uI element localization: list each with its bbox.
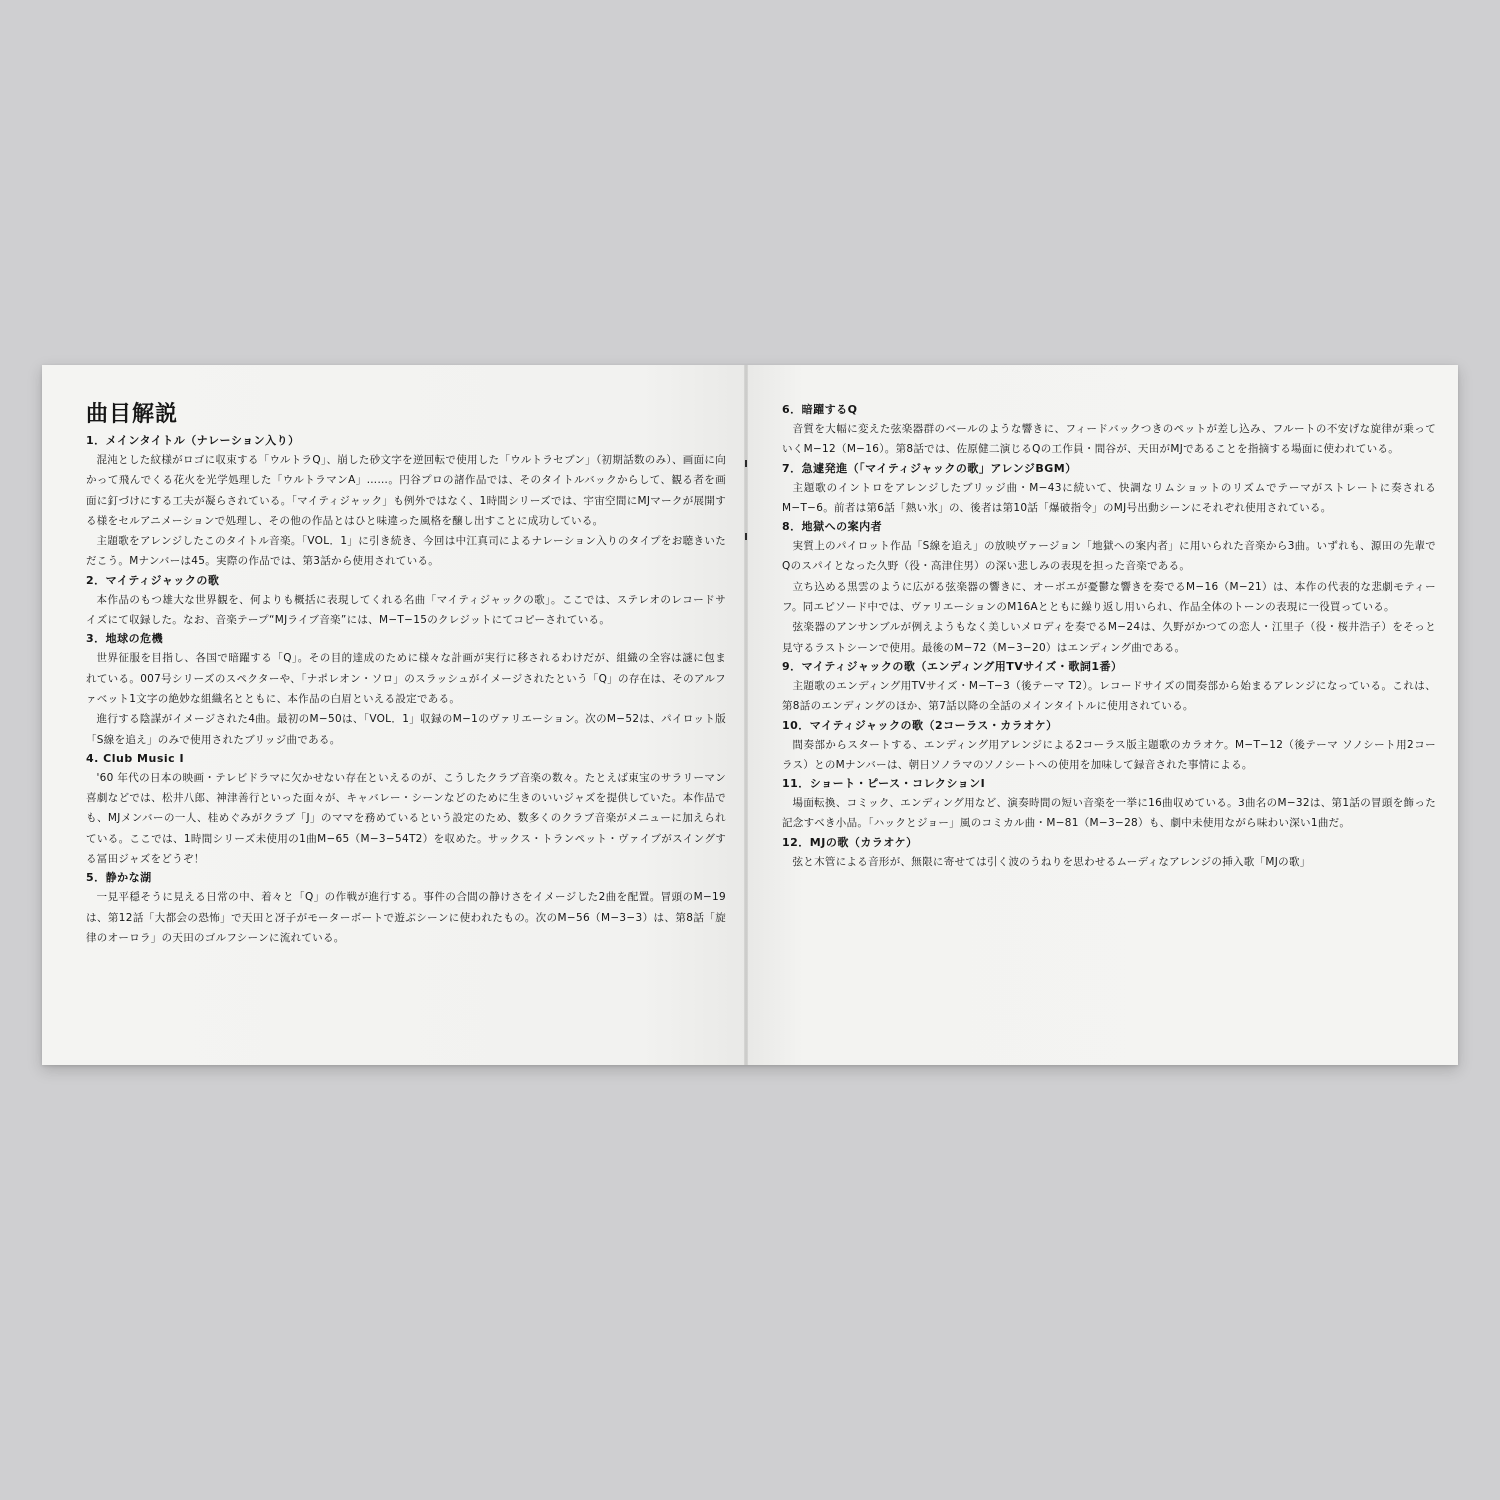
track-description-3a: 世界征服を目指し、各国で暗躍する「Q」。その目的達成のために様々な計画が実行に移されるわけだが、組織の全容は謎に包まれている。007号シリーズのスペクターや、「ナポレオン・ソロ」のスラッシュがイメージされたという「Q」の存在は、そのアルファベット1文字の絶妙な組織名とともに、本作品の白眉といえる設定である。 (86, 652, 726, 705)
track-description-8c: 弦楽器のアンサンブルが例えようもなく美しいメロディを奏でるM−24は、久野がかつての恋人・江里子（役・桜井浩子）をそっと見守るラストシーンで使用。最後のM−72（M−3−20）はエンディング曲である。 (782, 621, 1436, 654)
page-title: 曲目解説 (86, 402, 179, 427)
left-page (42, 365, 746, 1065)
track-description-7a: 主題歌のイントロをアレンジしたブリッジ曲・M−43に続いて、快調なリムショットのリズムでテーマがストレートに奏されるM−T−6。前者は第6話「熱い氷」の、後者は第10話「爆破指令」のMJ号出動シーンにそれぞれ使用されている。 (782, 481, 1436, 514)
track-description-1a: 混沌とした紋様がロゴに収束する「ウルトラQ」、崩した砂文字を逆回転で使用した「ウルトラセブン」（初期話数のみ）、画面に向かって飛んでくる花火を光学処理した「ウルトラマンA」……。円谷プロの諸作品では、そのタイトルバックからして、観る者を画面に釘づけにする工夫が凝らされている。「マイティジャック」も例外ではなく、1時間シリーズでは、宇宙空間にMJマークが展開する様をセルアニメーションで処理し、その他の作品とはひと味違った風格を醸し出すことに成功している。 (86, 454, 726, 527)
right-page (746, 365, 1458, 1065)
track-description-6a: 音質を大幅に変えた弦楽器群のベールのような響きに、フィードバックつきのペットが差し込み、フルートの不安げな旋律が乗っていくM−12（M−16）。第8話では、佐原健二演じるQの工作員・間谷が、天田がMJであることを指摘する場面に使われている。 (782, 423, 1436, 456)
booklet-spine (744, 365, 748, 1065)
track-heading-4: 4. Club Music I (86, 751, 185, 765)
track-description-8a: 実質上のパイロット作品「S線を追え」の放映ヴァージョン「地獄への案内者」に用いられた音楽から3曲。いずれも、源田の先輩でQのスパイとなった久野（役・高津住男）の深い悲しみの表現を担った音楽である。 (782, 540, 1436, 573)
staple-top (745, 460, 747, 467)
track-heading-2: 2．マイティジャックの歌 (86, 573, 220, 587)
track-heading-9: 9．マイティジャックの歌（エンディング用TVサイズ・歌詞1番） (782, 659, 1123, 673)
track-description-3b: 進行する陰謀がイメージされた4曲。最初のM−50は、「VOL．1」収録のM−1のヴァリエーション。次のM−52は、パイロット版「S線を追え」のみで使用されたブリッジ曲である。 (86, 713, 726, 746)
track-heading-10: 10．マイティジャックの歌（2コーラス・カラオケ） (782, 718, 1058, 732)
track-heading-11: 11．ショート・ピース・コレクションⅠ (782, 777, 986, 791)
track-heading-12: 12．MJの歌（カラオケ） (782, 835, 918, 849)
cd-booklet (42, 365, 1458, 1065)
track-description-5a: 一見平穏そうに見える日常の中、着々と「Q」の作戦が進行する。事件の合間の静けさをイメージした2曲を配置。冒頭のM−19は、第12話「大都会の恐怖」で天田と冴子がモーターボートで遊ぶシーンに使われたもの。次のM−56（M−3−3）は、第8話「旋律のオーロラ」の天田のゴルフシーンに流れている。 (86, 891, 726, 944)
track-description-10a: 間奏部からスタートする、エンディング用アレンジによる2コーラス版主題歌のカラオケ。M−T−12（後テーマ ソノシート用2コーラス）とのMナンバーは、朝日ソノラマのソノシートへの使用を加味して録音された事情による。 (782, 738, 1436, 771)
track-heading-7: 7．急遽発進（「マイティジャックの歌」アレンジBGM） (782, 461, 1077, 475)
track-heading-1: 1．メインタイトル（ナレーション入り） (86, 434, 300, 447)
staple-bottom (745, 533, 747, 540)
track-description-4a: '60 年代の日本の映画・テレビドラマに欠かせない存在といえるのが、こうしたクラブ音楽の数々。たとえば東宝のサラリーマン喜劇などでは、松井八郎、神津善行といった面々が、キャバレー・シーンなどのために生きのいいジャズを提供していた。本作品でも、MJメンバーの一人、桂めぐみがクラブ「J」のママを務めているという設定のため、数多くのクラブ音楽がメニューに加えられている。ここでは、1時間シリーズ未使用の1曲M−65（M−3−54T2）を収めた。サックス・トランペット・ヴァイブがスイングする冨田ジャズをどうぞ！ (86, 771, 726, 866)
track-description-11a: 場面転換、コミック、エンディング用など、演奏時間の短い音楽を一挙に16曲収めている。3曲名のM−32は、第1話の冒頭を飾った記念すべき小品。「ハックとジョー」風のコミカル曲・M−81（M−3−28）も、劇中未使用ながら味わい深い1曲だ。 (782, 797, 1436, 830)
track-heading-5: 5．静かな湖 (86, 871, 152, 885)
track-heading-3: 3．地球の危機 (86, 632, 164, 646)
track-description-1b: 主題歌をアレンジしたこのタイトル音楽。「VOL．1」に引き続き、今回は中江真司によるナレーション入りのタイプをお聴きいただこう。Mナンバーは45。実際の作品では、第3話から使用されている。 (86, 535, 726, 568)
track-description-9a: 主題歌のエンディング用TVサイズ・M−T−3（後テーマ T2）。レコードサイズの間奏部から始まるアレンジになっている。これは、第8話のエンディングのほか、第7話以降の全話のメインタイトルに使用されている。 (782, 679, 1436, 713)
track-description-8b: 立ち込める黒雲のように広がる弦楽器の響きに、オーボエが憂鬱な響きを奏でるM−16（M−21）は、本作の代表的な悲劇モティーフ。同エピソード中では、ヴァリエーションのM16Aとともに繰り返し用いられ、作品全体のトーンの表現に一役買っている。 (782, 580, 1436, 614)
track-description-2a: 本作品のもつ雄大な世界観を、何よりも概括に表現してくれる名曲「マイティジャックの歌」。ここでは、ステレオのレコードサイズにて収録した。なお、音楽テープ“MJライブ音楽”には、M−T−15のクレジットにてコピーされている。 (86, 593, 726, 627)
track-heading-6: 6．暗躍するQ (782, 403, 858, 416)
track-heading-8: 8．地獄への案内者 (782, 520, 883, 534)
track-description-12a: 弦と木管による音形が、無限に寄せては引く波のうねりを思わせるムーディなアレンジの挿入歌「MJの歌」 (792, 855, 1311, 868)
